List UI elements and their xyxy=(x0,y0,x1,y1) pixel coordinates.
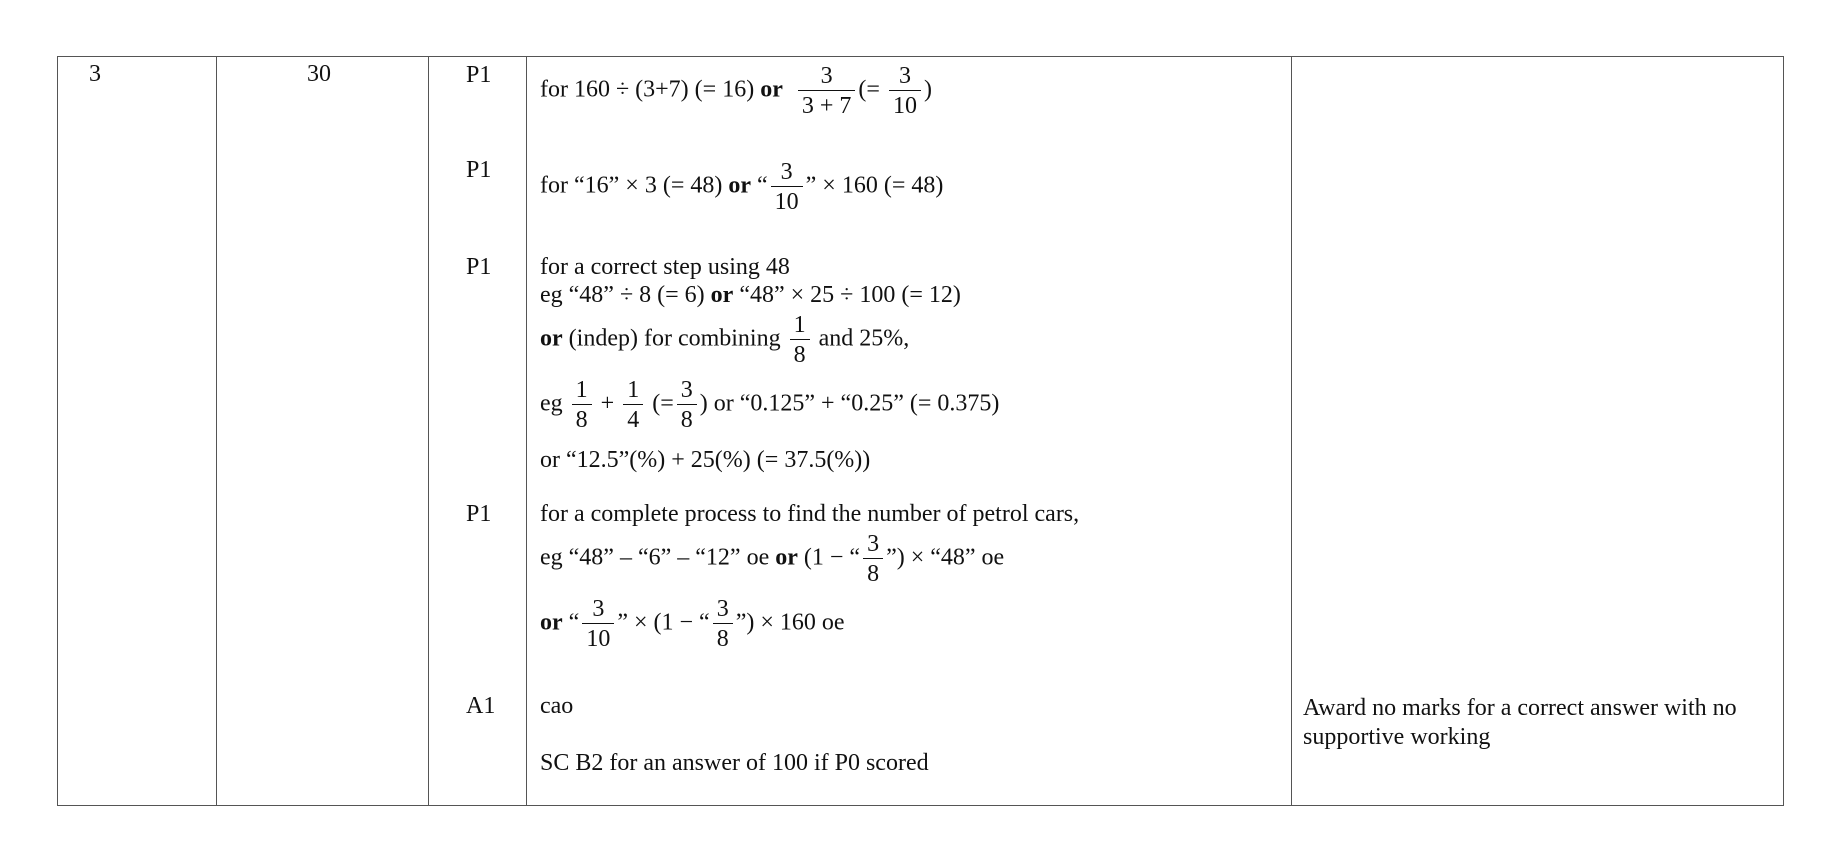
mark-guidance-line xyxy=(540,749,929,777)
bold-or-keyword: or xyxy=(540,325,563,352)
fraction-numerator: 1 xyxy=(790,312,810,340)
fraction-denominator: 8 xyxy=(575,407,588,433)
fraction xyxy=(790,312,810,368)
fraction-numerator: 3 xyxy=(798,63,856,91)
column-divider xyxy=(428,57,429,805)
fraction-denominator: 8 xyxy=(867,561,880,587)
bold-or-keyword: or xyxy=(775,544,798,571)
fraction xyxy=(713,596,733,652)
mark-guidance-line xyxy=(540,596,845,652)
mark-guidance-line xyxy=(540,692,573,720)
fraction xyxy=(771,159,803,215)
fraction xyxy=(623,377,643,433)
guidance-text: (1 − “ xyxy=(797,544,861,571)
fraction xyxy=(863,531,883,587)
fraction-denominator: 10 xyxy=(774,189,799,215)
guidance-text: (= xyxy=(646,390,674,417)
fraction-numerator: 3 xyxy=(771,159,803,187)
fraction-denominator: 8 xyxy=(716,626,729,652)
guidance-text: ”) × 160 oe xyxy=(735,609,845,636)
fraction-numerator: 3 xyxy=(889,63,921,91)
guidance-text: “ xyxy=(751,172,768,199)
fraction-numerator: 3 xyxy=(713,596,733,624)
guidance-text: for a complete process to find the number of petrol cars, xyxy=(540,501,1080,527)
fraction-numerator: 1 xyxy=(623,377,643,405)
fraction xyxy=(677,377,697,433)
mark-code: P1 xyxy=(466,157,492,183)
guidance-text: or “12.5”(%) + 25(%) (= 37.5(%)) xyxy=(540,447,871,473)
fraction xyxy=(582,596,614,652)
question-number: 3 xyxy=(89,61,101,87)
guidance-text: ) xyxy=(923,76,932,103)
guidance-text: (= xyxy=(858,76,886,103)
mark-guidance-line xyxy=(540,377,999,433)
guidance-text: for 160 ÷ (3+7) (= 16) xyxy=(540,76,761,103)
guidance-text: for a correct step using 48 xyxy=(540,254,790,280)
column-divider xyxy=(1291,57,1292,805)
guidance-text: “ xyxy=(562,609,580,636)
fraction-numerator: 3 xyxy=(863,531,883,559)
bold-or-keyword: or xyxy=(540,609,563,636)
mark-guidance-line xyxy=(540,159,943,215)
fraction-denominator: 10 xyxy=(586,626,611,652)
guidance-text: ” × 160 (= 48) xyxy=(805,172,944,199)
guidance-text: and 25%, xyxy=(812,325,910,352)
guidance-text: eg “48” ÷ 8 (= 6) xyxy=(540,282,711,308)
bold-or-keyword: or xyxy=(728,172,751,199)
guidance-text: SC B2 for an answer of 100 if P0 scored xyxy=(540,750,929,776)
guidance-text: eg xyxy=(540,390,569,417)
guidance-text: for “16” × 3 (= 48) xyxy=(540,172,729,199)
bold-or-keyword: or xyxy=(760,76,783,103)
mark-guidance-line xyxy=(540,312,909,368)
guidance-text: + xyxy=(594,390,621,417)
fraction-denominator: 3 + 7 xyxy=(801,93,852,119)
fraction xyxy=(889,63,921,119)
guidance-text xyxy=(783,77,795,103)
guidance-text: ”) × “48” oe xyxy=(886,544,1005,571)
additional-guidance: Award no marks for a correct answer with no supportive working xyxy=(1303,695,1737,750)
guidance-text: ) or “0.125” + “0.25” (= 0.375) xyxy=(699,390,1000,417)
mark-guidance-line xyxy=(540,253,790,281)
answer-value: 30 xyxy=(307,61,331,87)
mark-guidance-line xyxy=(540,500,1079,528)
fraction-numerator: 3 xyxy=(582,596,614,624)
fraction-numerator: 3 xyxy=(677,377,697,405)
mark-guidance-line xyxy=(540,446,870,474)
bold-or-keyword: or xyxy=(710,282,734,308)
guidance-text: (indep) for combining xyxy=(562,325,787,352)
guidance-text: ” × (1 − “ xyxy=(617,609,710,636)
column-divider xyxy=(216,57,217,805)
mark-code: P1 xyxy=(466,254,492,280)
fraction-denominator: 4 xyxy=(627,407,640,433)
mark-guidance-line xyxy=(540,281,961,309)
fraction-denominator: 8 xyxy=(680,407,693,433)
mark-code: P1 xyxy=(466,62,492,88)
mark-code: P1 xyxy=(466,501,492,527)
mark-code: A1 xyxy=(466,693,496,719)
fraction xyxy=(798,63,856,119)
guidance-text: eg “48” – “6” – “12” oe xyxy=(540,544,776,571)
guidance-text: cao xyxy=(540,693,574,719)
mark-guidance-line xyxy=(540,531,1004,587)
guidance-text: “48” × 25 ÷ 100 (= 12) xyxy=(733,282,961,308)
mark-guidance-line xyxy=(540,63,932,119)
fraction-denominator: 8 xyxy=(793,342,806,368)
fraction xyxy=(572,377,592,433)
fraction-denominator: 10 xyxy=(892,93,917,119)
fraction-numerator: 1 xyxy=(572,377,592,405)
column-divider xyxy=(526,57,527,805)
